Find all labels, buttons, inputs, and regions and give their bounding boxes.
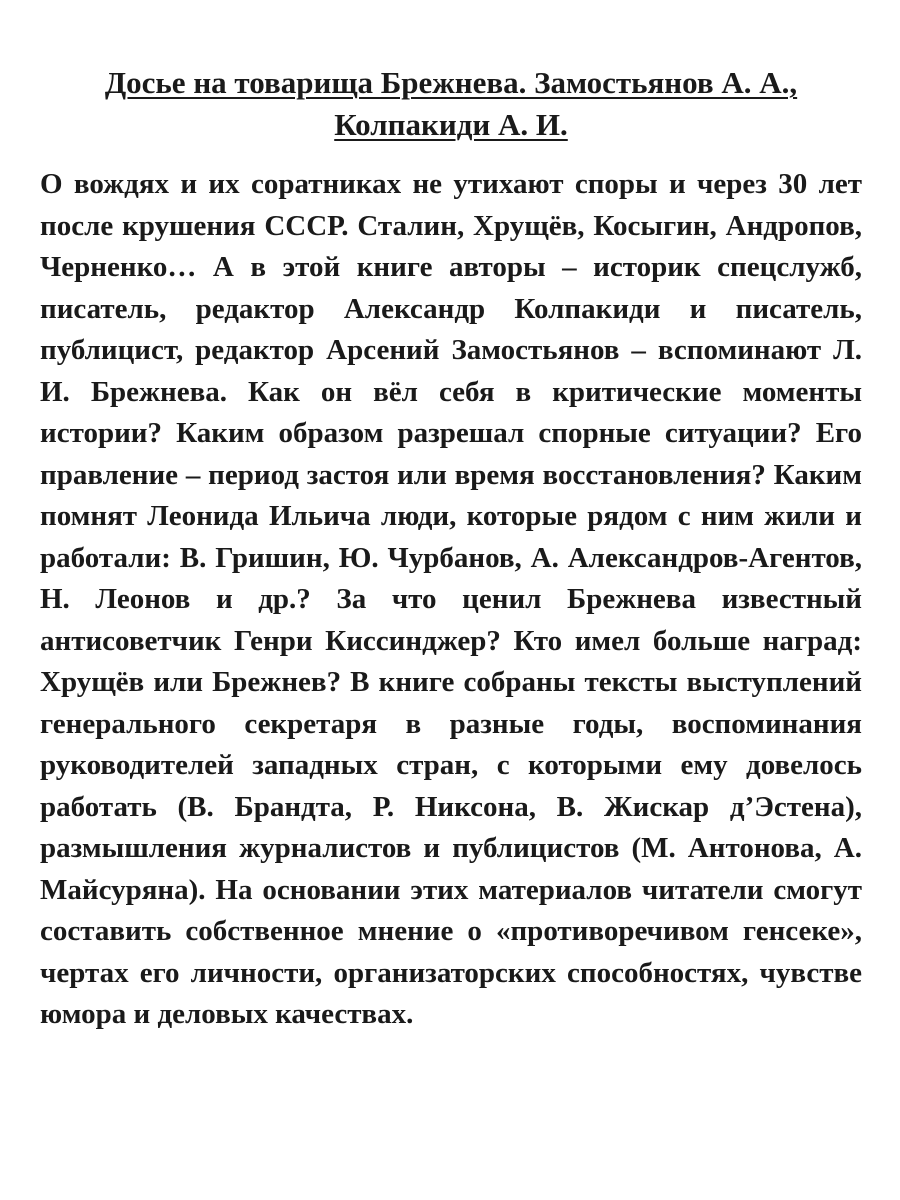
document-body-paragraph: О вождях и их соратниках не утихают споры и через 30 лет после крушения СССР. Сталин, Хрущёв, Косыгин, Андропов, Черненко… А в этой книге авторы – историк спецслужб, писатель, редактор Александр Колпакиди и писатель, публицист, редактор Арсений Замостьянов – вспоминают Л. И. Брежнева. Как он вёл себя в критические моменты истории? Каким образом разрешал спорные ситуации? Его правление – период застоя или время восстановления? Каким помнят Леонида Ильича люди, которые рядом с ним жили и работали: В. Гришин, Ю. Чурбанов, А. Александров-Агентов, Н. Леонов и др.? За что ценил Брежнева известный антисоветчик Генри Киссинджер? Кто имел больше наград: Хрущёв или Брежнев? В книге собраны тексты выступлений генерального секретаря в разные годы, воспоминания руководителей западных стран, с которыми ему довелось работать (В. Брандта, Р. Никсона, В. Жискар д’Эстена), размышления журналистов и публицистов (М. Антонова, А. Майсуряна). На основании этих материалов читатели смогут составить собственное мнение о «противоречивом генсеке», чертах его личности, организаторских способностях, чувстве юмора и деловых качествах. (40, 168, 862, 1030)
document-title: Досье на товарища Брежнева. Замостьянов А. А., Колпакиди А. И. (104, 65, 798, 142)
document-page (40, 62, 862, 1036)
